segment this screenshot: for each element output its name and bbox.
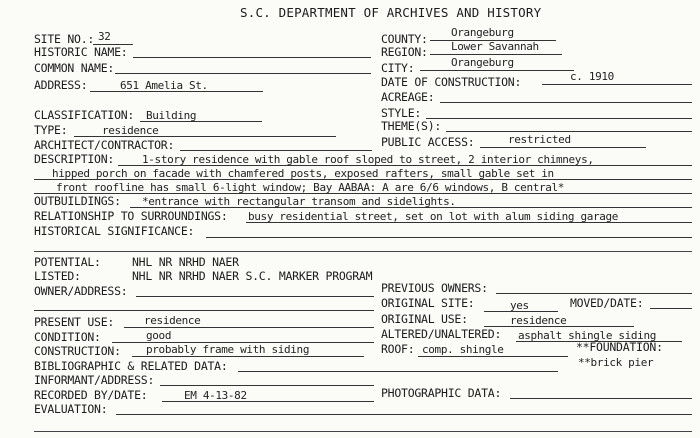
informant-label: INFORMANT/ADDRESS: xyxy=(34,373,155,387)
historic-name-line xyxy=(133,57,371,58)
type-value: residence xyxy=(102,124,159,137)
historical-significance-line xyxy=(206,237,692,238)
public-access-line xyxy=(480,147,646,148)
potential-label: POTENTIAL: xyxy=(34,255,101,269)
description-line-3: front roofline has small 6-light window; Bay AABAA: A are 6/6 windows, B central* xyxy=(56,181,565,194)
city-value: Orangeburg xyxy=(451,56,514,69)
roof-value: comp. shingle xyxy=(422,343,504,356)
region-value: Lower Savannah xyxy=(451,40,539,53)
owner-address-line-2 xyxy=(34,310,374,311)
type-line xyxy=(74,136,336,137)
blank-line-2 xyxy=(34,431,692,432)
evaluation-line xyxy=(116,414,692,415)
historical-significance-label: HISTORICAL SIGNIFICANCE: xyxy=(34,224,195,238)
description-underline-2 xyxy=(34,179,692,180)
bibliographic-label: BIBLIOGRAPHIC & RELATED DATA: xyxy=(34,359,228,373)
description-label: DESCRIPTION: xyxy=(34,152,115,166)
architect-label: ARCHITECT/CONTRACTOR: xyxy=(34,138,175,152)
blank-line-1 xyxy=(34,251,692,252)
classification-label: CLASSIFICATION: xyxy=(34,108,135,122)
date-construction-label: DATE OF CONSTRUCTION: xyxy=(381,75,522,89)
style-line xyxy=(426,118,692,119)
description-underline-1 xyxy=(118,165,692,166)
theme-label: THEME(S): xyxy=(381,119,442,133)
address-line xyxy=(90,91,263,92)
evaluation-label: EVALUATION: xyxy=(34,402,108,416)
public-access-value: restricted xyxy=(508,133,571,146)
original-site-value: yes xyxy=(510,299,529,312)
county-value: Orangeburg xyxy=(451,26,514,39)
classification-value: Building xyxy=(146,109,197,122)
acreage-line xyxy=(440,102,692,103)
date-construction-line xyxy=(542,84,692,85)
construction-line xyxy=(132,356,364,357)
historic-name-label: HISTORIC NAME: xyxy=(34,45,128,59)
region-label: REGION: xyxy=(381,45,428,59)
present-use-value: residence xyxy=(144,314,201,327)
listed-codes: NHL NR NRHD NAER S.C. MARKER PROGRAM xyxy=(132,269,373,283)
recorded-by-line xyxy=(162,401,374,402)
condition-label: CONDITION: xyxy=(34,330,101,344)
city-label: CITY: xyxy=(381,61,415,75)
foundation-label: **FOUNDATION: xyxy=(576,340,663,354)
original-site-line xyxy=(484,311,558,312)
relationship-line xyxy=(246,222,692,223)
original-use-value: residence xyxy=(510,314,567,327)
owner-address-line xyxy=(136,296,374,297)
construction-value: probably frame with siding xyxy=(146,343,310,356)
roof-label: ROOF: xyxy=(381,342,415,356)
address-label: ADDRESS: xyxy=(34,78,88,92)
outbuildings-label: OUTBUILDINGS: xyxy=(34,194,121,208)
type-label: TYPE: xyxy=(34,123,68,137)
outbuildings-value: *entrance with rectangular transom and sidelights. xyxy=(142,195,456,208)
roof-line xyxy=(418,356,568,357)
city-line xyxy=(420,70,574,71)
description-line-2: hipped porch on facade with chamfered posts, exposed rafters, small gable set in xyxy=(52,167,554,180)
classification-line xyxy=(140,121,262,122)
site-no-value: 32 xyxy=(98,30,111,43)
common-name-line xyxy=(115,73,371,74)
description-line-1: 1-story residence with gable roof sloped to street, 2 interior chimneys, xyxy=(142,153,594,166)
bibliographic-line xyxy=(238,371,558,372)
original-use-label: ORIGINAL USE: xyxy=(381,312,468,326)
outbuildings-line xyxy=(130,207,692,208)
style-label: STYLE: xyxy=(381,106,422,120)
altered-value: asphalt shingle siding xyxy=(518,329,656,342)
relationship-label: RELATIONSHIP TO SURROUNDINGS: xyxy=(34,209,228,223)
present-use-line xyxy=(124,327,374,328)
page-title: S.C. DEPARTMENT OF ARCHIVES AND HISTORY xyxy=(240,5,542,20)
address-value: 651 Amelia St. xyxy=(120,79,208,92)
county-label: COUNTY: xyxy=(381,32,428,46)
site-no-label: SITE NO.: xyxy=(34,32,95,46)
owner-address-label: OWNER/ADDRESS: xyxy=(34,284,128,298)
moved-date-label: MOVED/DATE: xyxy=(570,296,644,310)
informant-line xyxy=(160,385,374,386)
common-name-label: COMMON NAME: xyxy=(34,61,115,75)
original-site-label: ORIGINAL SITE: xyxy=(381,296,475,310)
acreage-label: ACREAGE: xyxy=(381,90,435,104)
original-use-line xyxy=(484,326,634,327)
recorded-by-value: EM 4-13-82 xyxy=(184,389,247,402)
potential-codes: NHL NR NRHD NAER xyxy=(132,255,239,269)
foundation-value: **brick pier xyxy=(578,356,654,369)
theme-line xyxy=(446,131,692,132)
architect-line xyxy=(180,150,372,151)
altered-label: ALTERED/UNALTERED: xyxy=(381,327,502,341)
recorded-by-label: RECORDED BY/DATE: xyxy=(34,388,148,402)
listed-label: LISTED: xyxy=(34,269,81,283)
moved-date-line xyxy=(650,308,692,309)
region-line xyxy=(430,54,562,55)
date-construction-value: c. 1910 xyxy=(570,70,614,83)
construction-label: CONSTRUCTION: xyxy=(34,344,121,358)
relationship-value: busy residential street, set on lot with alum siding garage xyxy=(248,210,619,223)
previous-owners-label: PREVIOUS OWNERS: xyxy=(381,281,488,295)
public-access-label: PUBLIC ACCESS: xyxy=(381,135,475,149)
present-use-label: PRESENT USE: xyxy=(34,315,115,329)
previous-owners-line xyxy=(496,293,692,294)
photographic-label: PHOTOGRAPHIC DATA: xyxy=(381,386,502,400)
photographic-line xyxy=(510,398,692,399)
condition-value: good xyxy=(146,329,172,342)
description-underline-3 xyxy=(34,193,692,194)
